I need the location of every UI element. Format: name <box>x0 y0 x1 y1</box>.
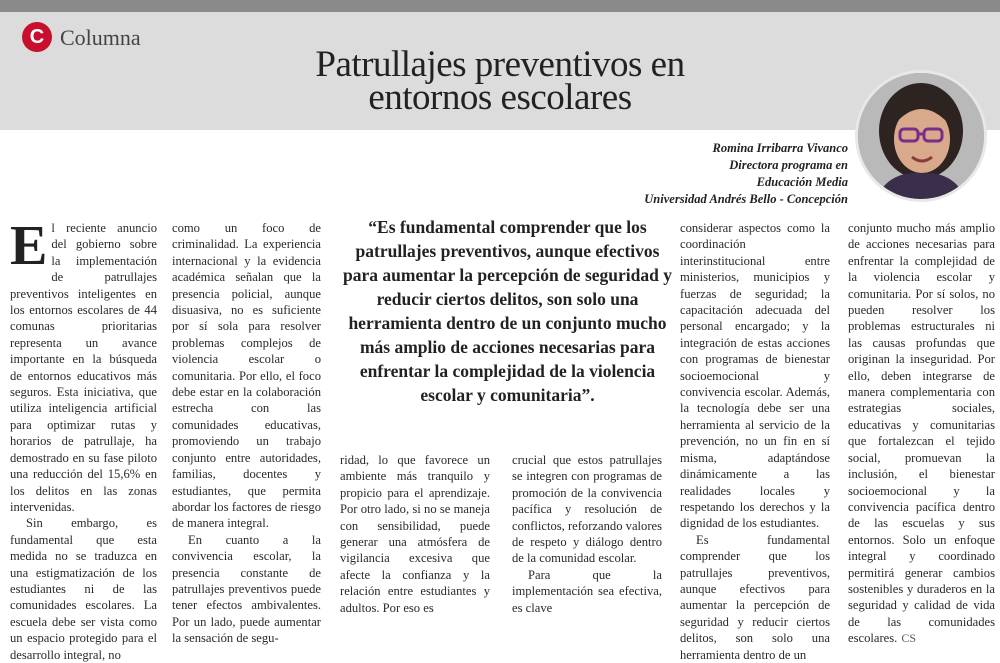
paragraph: Para que la implementación sea efectiva, es clave <box>512 567 662 615</box>
article-column-4 <box>512 452 662 616</box>
page-title: Patrullajes preventivos en entornos escolares <box>315 44 685 118</box>
article-column-3 <box>340 452 490 616</box>
author-institution: Universidad Andrés Bello - Concepción <box>644 192 848 206</box>
paragraph: Sin embargo, es fundamental que esta medida no se traduzca en una estigmatización de los estudiantes ni de las comunidades escolares. La escuela debe ser vista como un espacio protegido para el desarrollo integral, no <box>10 516 157 662</box>
end-sign-icon: CS <box>901 631 916 646</box>
paragraph: El reciente anuncio del gobierno sobre la implementación de patrullajes preventivos inteligentes en los entornos escolares de 44 comunas prioritarias representa un avance importante en la búsqueda de entornos educativos más seguros. Esta iniciativa, que utiliza inteligencia artificial para optimizar rutas y horarios de patrullaje, ha demostrado en su fase piloto una reducción del 15,6% en los delitos en las zonas intervenidas. <box>10 215 157 514</box>
article-column-5 <box>680 220 830 663</box>
section-label: Columna <box>60 25 141 50</box>
article-column-2 <box>172 220 321 647</box>
author-byline <box>560 140 848 208</box>
paragraph: como un foco de criminalidad. La experiencia internacional y la evidencia académica señalan que la presencia policial, aunque disuasiva, no es suficiente por sí sola para resolver problemas complejos de violencia escolar o comunitaria. Por ello, el foco debe estar en la colaboración estrecha con las comunidades educativas, promoviendo un trabajo conjunto entre autoridades, familias, docentes y estudiantes, que permita abordar los factores de riesgo de manera integral. <box>172 221 321 531</box>
author-portrait-icon <box>858 73 984 199</box>
top-bar <box>0 0 1000 12</box>
drop-cap: E <box>10 215 48 277</box>
pull-quote: “Es fundamental comprender que los patrullajes preventivos, aunque efectivos para aumentar la percepción de seguridad y reducir ciertos delitos, son solo una herramienta dentro de un conjunto mucho más amplio de acciones necesarias para enfrentar la complejidad de la violencia escolar y comunitaria”. <box>343 217 672 405</box>
section-badge-icon: C <box>22 22 52 52</box>
author-name: Romina Irribarra Vivanco <box>712 141 848 155</box>
paragraph: conjunto mucho más amplio de acciones necesarias para enfrentar la complejidad de la violencia escolar y comunitaria. Por sí solos, no pueden resolver los problemas estructurales ni las causas profundas que originan la inseguridad. Por ello, deben integrarse de manera complementaria con estrategias sociales, educativas y comunitarias que fortalezcan el tejido social, promuevan la inclusión, el bienestar socioemocional y la convivencia pacífica dentro de las escuelas y sus entornos. Solo un enfoque integral y coordinado permitirá generar cambios sostenibles y duraderos en la seguridad y calidad de vida de las comunidades escolares. CS <box>848 221 995 646</box>
paragraph: Es fundamental comprender que los patrullajes preventivos, aunque efectivos para aumentar la percepción de seguridad y reducir ciertos delitos, son solo una herramienta dentro de un <box>680 532 830 662</box>
article-column-6 <box>848 220 995 647</box>
article-column-1 <box>10 215 157 663</box>
paragraph: crucial que estos patrullajes se integren con programas de promoción de la convivencia pacífica y resolución de conflictos, reforzando valores de respeto y diálogo dentro de la comunidad escolar. <box>512 453 663 566</box>
paragraph: considerar aspectos como la coordinación interinstitucional entre ministerios, municipios y fuerzas de seguridad; la capacitación adecuada del personal encargado; y la integración de estas acciones con programas de bienestar socioemocional y convivencia escolar. Además, la tecnología debe ser una herramienta al servicio de la prevención, no un fin en sí misma, adaptándose dinámicamente a las realidades locales y respetando los derechos y la dignidad de los estudiantes. <box>680 221 830 531</box>
paragraph: ridad, lo que favorece un ambiente más tranquilo y propicio para el aprendizaje. Por otro lado, si no se maneja con sensibilidad, puede generar una atmósfera de vigilancia excesiva que afecte la confianza y la relación entre estudiantes y adultos. Por eso es <box>340 453 490 615</box>
author-photo <box>855 70 987 202</box>
author-role-line1: Directora programa en <box>729 158 848 172</box>
paragraph: En cuanto a la convivencia escolar, la presencia constante de patrullajes preventivos puede tener efectos ambivalentes. Por un lado, puede aumentar la sensación de segu- <box>172 532 321 646</box>
author-role-line2: Educación Media <box>756 175 848 189</box>
